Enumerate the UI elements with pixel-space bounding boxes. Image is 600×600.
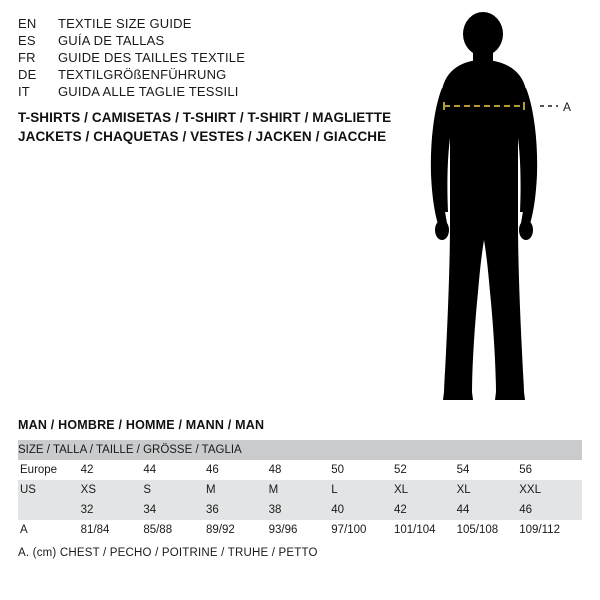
cell: 52 — [394, 460, 457, 480]
language-code: EN — [18, 16, 37, 31]
row-label: Europe — [18, 460, 81, 480]
cell: 93/96 — [269, 520, 332, 540]
cell: XXL — [519, 480, 582, 500]
body-silhouette-figure — [400, 12, 600, 402]
size-table — [18, 440, 582, 540]
language-code: ES — [18, 33, 36, 48]
cell: XS — [81, 480, 144, 500]
cell: 81/84 — [81, 520, 144, 540]
language-code: DE — [18, 67, 37, 82]
cell: 36 — [206, 500, 269, 520]
language-title: TEXTILGRÖßENFÜHRUNG — [58, 67, 227, 82]
cell: M — [269, 480, 332, 500]
cell: 48 — [269, 460, 332, 480]
cell: 109/112 — [519, 520, 582, 540]
language-code: IT — [18, 84, 30, 99]
language-row — [18, 50, 358, 65]
section-title-man: MAN / HOMBRE / HOMME / MANN / MAN — [18, 418, 265, 432]
row-label: US — [18, 480, 81, 500]
cell: 50 — [331, 460, 394, 480]
cell: 46 — [519, 500, 582, 520]
cell: 85/88 — [143, 520, 206, 540]
cell: S — [143, 480, 206, 500]
cell: 40 — [331, 500, 394, 520]
language-row — [18, 16, 358, 31]
language-row — [18, 84, 358, 99]
category-jackets: JACKETS / CHAQUETAS / VESTES / JACKEN / GIACCHE — [18, 129, 387, 144]
table-row — [18, 460, 582, 480]
cell: XL — [457, 480, 520, 500]
cell: 56 — [519, 460, 582, 480]
cell: 89/92 — [206, 520, 269, 540]
cell: M — [206, 480, 269, 500]
cell: 38 — [269, 500, 332, 520]
language-title: GUIDA ALLE TAGLIE TESSILI — [58, 84, 239, 99]
table-header-label: SIZE / TALLA / TAILLE / GRÖSSE / TAGLIA — [18, 440, 582, 460]
measurement-footnote: A. (cm) CHEST / PECHO / POITRINE / TRUHE / PETTO — [18, 547, 318, 559]
cell: XL — [394, 480, 457, 500]
callout-label-a: A — [563, 100, 572, 114]
row-label: A — [18, 520, 81, 540]
table-row — [18, 480, 582, 500]
cell: 44 — [143, 460, 206, 480]
language-row — [18, 33, 358, 48]
cell: 97/100 — [331, 520, 394, 540]
male-silhouette-icon — [431, 12, 537, 400]
language-title: GUÍA DE TALLAS — [58, 33, 165, 48]
language-row — [18, 67, 358, 82]
category-tshirts: T-SHIRTS / CAMISETAS / T-SHIRT / T-SHIRT / MAGLIETTE — [18, 110, 392, 125]
garment-categories — [18, 110, 398, 148]
cell: 42 — [81, 460, 144, 480]
cell: 42 — [394, 500, 457, 520]
cell: 101/104 — [394, 520, 457, 540]
cell: 46 — [206, 460, 269, 480]
table-row — [18, 520, 582, 540]
language-list — [18, 16, 358, 101]
language-title: GUIDE DES TAILLES TEXTILE — [58, 50, 246, 65]
size-table-wrapper — [18, 440, 582, 540]
cell: 32 — [81, 500, 144, 520]
cell: 54 — [457, 460, 520, 480]
cell: 34 — [143, 500, 206, 520]
row-label — [18, 500, 81, 520]
cell: 44 — [457, 500, 520, 520]
chest-callout — [540, 100, 571, 114]
cell: L — [331, 480, 394, 500]
language-code: FR — [18, 50, 36, 65]
language-title: TEXTILE SIZE GUIDE — [58, 16, 192, 31]
table-header-row — [18, 440, 582, 460]
table-row — [18, 500, 582, 520]
cell: 105/108 — [457, 520, 520, 540]
